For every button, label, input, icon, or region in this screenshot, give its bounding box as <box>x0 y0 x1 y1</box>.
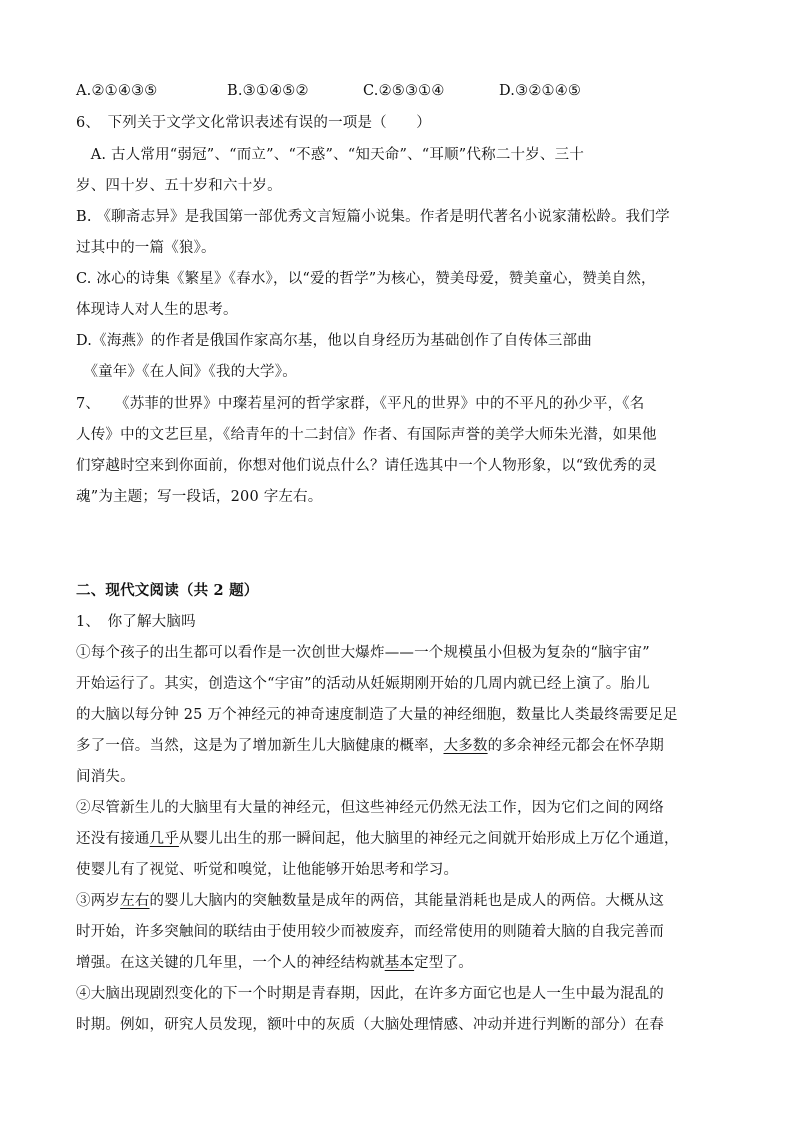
paragraph-1-line-4 <box>76 736 718 756</box>
question-6-option-c-line-2: 体现诗人对人生的思考。 <box>76 302 238 318</box>
paragraph-2-line-1: ②尽管新生儿的大脑里有大量的神经元，但这些神经元仍然无法工作，因为它们之间的网络 <box>76 800 664 816</box>
paragraph-1-line-4-rest: 的多余神经元都会在怀孕期 <box>487 738 665 754</box>
paragraph-2-line-2-end: 从婴儿出生的那一瞬间起，他大脑里的神经元之间就开始形成上万亿个通道， <box>178 831 679 847</box>
paragraph-4-line-1: ④大脑出现剧烈变化的下一个时期是青春期，因此，在许多方面它也是人一生中最为混乱的 <box>76 986 664 1002</box>
paragraph-3-line-3-start: 增强。在这关键的几年里，一个人的神经结构就 <box>76 955 385 971</box>
underlined-word-jihu: 几乎 <box>149 831 179 847</box>
question-5-options <box>76 81 718 101</box>
paragraph-1-line-3: 的大脑以每分钟 25 万个神经元的神奇速度制造了大量的神经细胞，数量比人类最终需要足足 <box>76 707 678 723</box>
question-6-option-d-line-1: D.《海燕》的作者是俄国作家高尔基，他以自身经历为基础创作了自传体三部曲 <box>76 333 592 349</box>
paragraph-1-line-4-text: 多了一倍。当然，这是为了增加新生儿大脑健康的概率， <box>76 738 444 754</box>
paragraph-1-line-5: 间消失。 <box>76 769 135 785</box>
option-a: A.②①④③⑤ <box>76 83 158 99</box>
option-c: C.②⑤③①④ <box>363 83 445 99</box>
paragraph-3-line-1-start: ③两岁 <box>76 893 121 909</box>
paragraph-2-line-3: 使婴儿有了视觉、听觉和嗅觉，让他能够开始思考和学习。 <box>76 862 459 878</box>
paragraph-2-line-2 <box>76 829 718 849</box>
paragraph-3-line-2: 时开始，许多突触间的联结由于使用较少而被废弃，而经常使用的则随着大脑的自我完善而 <box>76 924 664 940</box>
question-6-option-d-line-2: 《童年》《在人间》《我的大学》。 <box>76 364 297 380</box>
option-b: B.③①④⑤② <box>227 83 309 99</box>
question-7-line-1: 7、 《苏菲的世界》中璨若星河的哲学家群，《平凡的世界》中的不平凡的孙少平，《名 <box>76 396 645 412</box>
paragraph-3-line-1 <box>76 891 718 911</box>
question-6-option-b-line-2: 过其中的一篇《狼》。 <box>76 240 216 256</box>
paragraph-3-line-3-end: 定型了。 <box>414 955 473 971</box>
question-7-line-3: 们穿越时空来到你面前，你想对他们说点什么？请任选其中一个人物形象，以“致优秀的灵 <box>76 458 657 474</box>
question-7-line-2: 人传》中的文艺巨星，《给青年的十二封信》作者、有国际声誉的美学大师朱光潜，如果他 <box>76 427 657 443</box>
underlined-word-jiben: 基本 <box>384 955 415 971</box>
reading-question-1-title: 1、 你了解大脑吗 <box>76 614 196 630</box>
underlined-word-zuoyou: 左右 <box>120 893 150 909</box>
paragraph-4-line-2: 时期。例如，研究人员发现，额叶中的灰质（大脑处理情感、冲动并进行判断的部分）在春 <box>76 1017 664 1033</box>
question-6-stem: 6、 下列关于文学文化常识表述有误的一项是（ ） <box>76 115 431 131</box>
question-7-line-4: 魂”为主题；写一段话，200 字左右。 <box>76 489 323 505</box>
question-6-option-a-line-2: 岁、四十岁、五十岁和六十岁。 <box>76 178 282 194</box>
question-6-option-c-line-1: C. 冰心的诗集《繁星》《春水》，以“爱的哲学”为核心，赞美母爱，赞美童心，赞美自然， <box>76 271 656 287</box>
paragraph-2-line-2-start: 还没有接通 <box>76 831 150 847</box>
paragraph-3-line-1-end: 的婴儿大脑内的突触数量是成年的两倍，其能量消耗也是成人的两倍。大概从这 <box>149 893 665 909</box>
section-2-title: 二、现代文阅读（共 2 题） <box>76 582 259 599</box>
question-6-option-b-line-1: B. 《聊斋志异》是我国第一部优秀文言短篇小说集。作者是明代著名小说家蒲松龄。我们学 <box>76 209 670 225</box>
question-6-option-a-line-1: A. 古人常用“弱冠”、“而立”、“不惑”、“知天命”、“耳顺”代称二十岁、三十 <box>76 147 585 163</box>
option-d: D.③②①④⑤ <box>499 83 582 99</box>
paragraph-1-line-1: ①每个孩子的出生都可以看作是一次创世大爆炸——一个规模虽小但极为复杂的“脑宇宙” <box>76 645 650 661</box>
paragraph-1-line-2: 开始运行了。其实，创造这个“宇宙”的活动从妊娠期刚开始的几周内就已经上演了。胎儿 <box>76 676 650 692</box>
underlined-word-daduoshu: 大多数 <box>443 738 488 754</box>
paragraph-3-line-3 <box>76 953 718 973</box>
